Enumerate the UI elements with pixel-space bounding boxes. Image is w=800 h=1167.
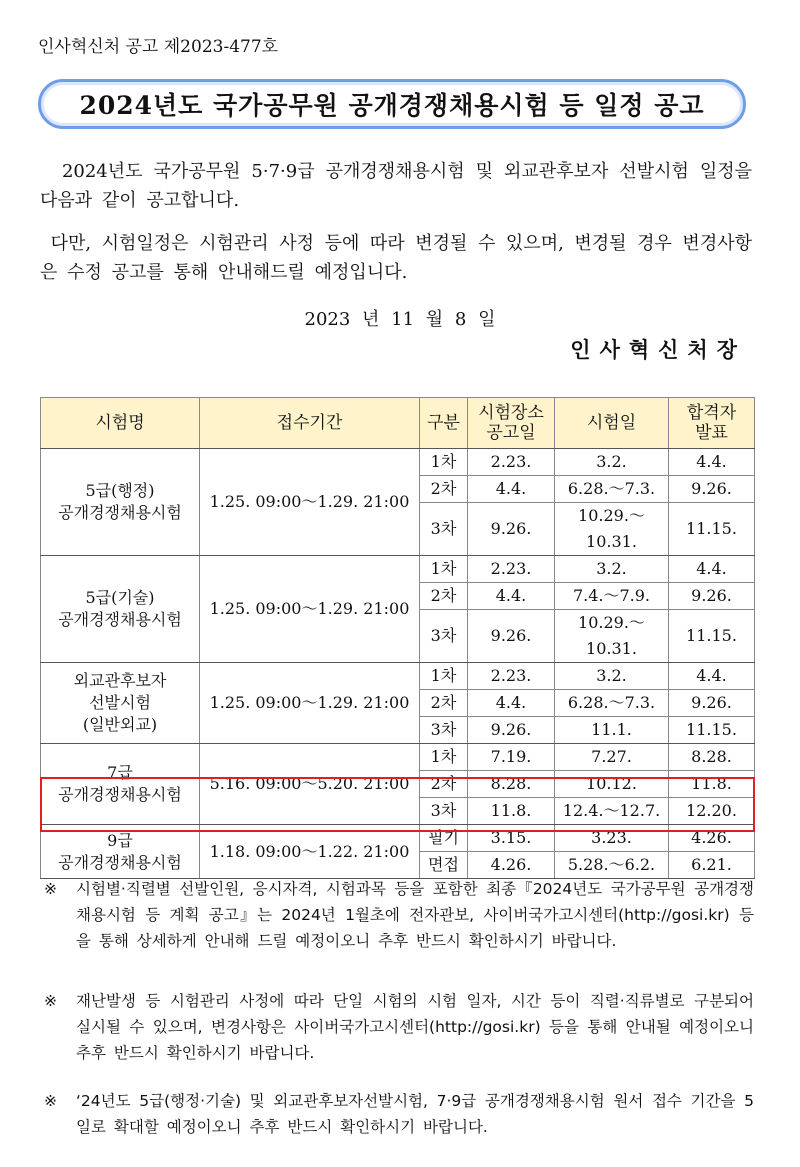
header-result: 합격자 발표 <box>669 398 755 449</box>
exam-name-line: 선발시험 <box>89 693 151 712</box>
announcement-date: 2023 년 11 월 8 일 <box>304 309 496 330</box>
notice-number: 인사혁신처 공고 제2023-477호 <box>38 37 279 57</box>
stage-cell: 면접 <box>420 852 468 879</box>
exam-name-line: 공개경쟁채용시험 <box>58 503 182 522</box>
result-cell: 9.26. <box>669 690 755 717</box>
exam-name-cell <box>41 449 200 556</box>
stage-cell: 필기 <box>420 825 468 852</box>
result-cell: 9.26. <box>669 583 755 610</box>
result-cell: 4.26. <box>669 825 755 852</box>
intro-paragraph <box>40 157 752 215</box>
note-text: 재난발생 등 시험관리 사정에 따라 단일 시험의 시험 일자, 시간 등이 직렬·직류별로 구분되어 실시될 수 있으며, 변경사항은 사이버국가고시센터(http://gosi.kr) 등을 통해 안내될 예정이오니 추후 반드시 확인하시기 바랍니다. <box>76 992 754 1062</box>
exam-name-cell <box>41 556 200 663</box>
exam-date-cell: 10.29.～10.31. <box>555 503 669 556</box>
venue-notice-cell: 9.26. <box>468 717 555 744</box>
result-cell: 4.4. <box>669 449 755 476</box>
exam-date-cell: 3.2. <box>555 449 669 476</box>
venue-notice-cell: 2.23. <box>468 449 555 476</box>
result-cell: 9.26. <box>669 476 755 503</box>
exam-name-line: 외교관후보자 <box>73 671 167 690</box>
exam-name-line: 공개경쟁채용시험 <box>58 785 182 804</box>
stage-cell: 1차 <box>420 449 468 476</box>
result-cell: 11.15. <box>669 610 755 663</box>
application-period-cell: 5.16. 09:00～5.20. 21:00 <box>200 744 420 825</box>
stage-cell: 1차 <box>420 556 468 583</box>
exam-date-cell: 3.23. <box>555 825 669 852</box>
exam-name-line: 5급(기술) <box>85 588 155 607</box>
stage-cell: 3차 <box>420 798 468 825</box>
exam-date-cell: 11.1. <box>555 717 669 744</box>
result-cell: 12.20. <box>669 798 755 825</box>
exam-name-line: 7급 <box>107 763 133 782</box>
application-period-cell: 1.25. 09:00～1.29. 21:00 <box>200 556 420 663</box>
stage-cell: 1차 <box>420 744 468 771</box>
exam-date-cell: 7.27. <box>555 744 669 771</box>
exam-name-cell <box>41 825 200 879</box>
stage-cell: 3차 <box>420 610 468 663</box>
exam-date-cell: 10.12. <box>555 771 669 798</box>
header-period: 접수기간 <box>200 398 420 449</box>
exam-date-cell: 5.28.～6.2. <box>555 852 669 879</box>
venue-notice-cell: 7.19. <box>468 744 555 771</box>
table-header-row <box>41 398 755 449</box>
note-mark: ※ <box>44 992 57 1010</box>
table-row <box>41 556 755 583</box>
table-body <box>41 449 755 879</box>
exam-name-line: (일반외교) <box>82 715 158 734</box>
result-cell: 8.28. <box>669 744 755 771</box>
notice-paragraph <box>40 229 752 287</box>
header-stage: 구분 <box>420 398 468 449</box>
result-cell: 11.15. <box>669 503 755 556</box>
result-cell: 4.4. <box>669 556 755 583</box>
header-exam-name: 시험명 <box>41 398 200 449</box>
table-row <box>41 825 755 852</box>
result-cell: 11.15. <box>669 717 755 744</box>
stage-cell: 2차 <box>420 771 468 798</box>
header-exam-date: 시험일 <box>555 398 669 449</box>
venue-notice-cell: 4.4. <box>468 583 555 610</box>
intro-text: 2024년도 국가공무원 5·7·9급 공개경쟁채용시험 및 외교관후보자 선발시험 일정을 다음과 같이 공고합니다. <box>40 161 752 211</box>
venue-notice-cell: 9.26. <box>468 610 555 663</box>
table-row <box>41 663 755 690</box>
note-mark: ※ <box>44 880 57 898</box>
table-row <box>41 744 755 771</box>
note-mark: ※ <box>44 1092 57 1110</box>
exam-date-cell: 7.4.～7.9. <box>555 583 669 610</box>
note-2 <box>44 988 754 1066</box>
exam-name-line: 공개경쟁채용시험 <box>58 852 182 872</box>
venue-notice-cell: 11.8. <box>468 798 555 825</box>
venue-notice-cell: 4.4. <box>468 690 555 717</box>
stage-cell: 3차 <box>420 503 468 556</box>
result-cell: 4.4. <box>669 663 755 690</box>
venue-notice-cell: 8.28. <box>468 771 555 798</box>
exam-date-cell: 6.28.～7.3. <box>555 476 669 503</box>
note-3 <box>44 1088 754 1140</box>
stage-cell: 1차 <box>420 663 468 690</box>
venue-notice-cell: 2.23. <box>468 663 555 690</box>
exam-name-cell <box>41 744 200 825</box>
stage-cell: 2차 <box>420 690 468 717</box>
exam-date-cell: 3.2. <box>555 663 669 690</box>
exam-date-cell: 12.4.～12.7. <box>555 798 669 825</box>
exam-name-line: 공개경쟁채용시험 <box>58 610 182 629</box>
notice-text: 다만, 시험일정은 시험관리 사정 등에 따라 변경될 수 있으며, 변경될 경우 변경사항은 수정 공고를 통해 안내해드릴 예정입니다. <box>40 233 752 283</box>
note-text: ‘24년도 5급(행정·기술) 및 외교관후보자선발시험, 7·9급 공개경쟁채용시험 원서 접수 기간을 5일로 확대할 예정이오니 추후 반드시 확인하시기 바랍니다. <box>76 1092 754 1136</box>
header-venue-notice: 시험장소 공고일 <box>468 398 555 449</box>
exam-name-line: 5급(행정) <box>85 481 155 500</box>
result-cell: 11.8. <box>669 771 755 798</box>
exam-date-cell: 6.28.～7.3. <box>555 690 669 717</box>
table-row <box>41 449 755 476</box>
stage-cell: 3차 <box>420 717 468 744</box>
title-box <box>38 79 746 129</box>
application-period-cell: 1.25. 09:00～1.29. 21:00 <box>200 663 420 744</box>
venue-notice-cell: 2.23. <box>468 556 555 583</box>
result-cell: 6.21. <box>669 852 755 879</box>
application-period-cell: 1.25. 09:00～1.29. 21:00 <box>200 449 420 556</box>
exam-schedule-table <box>40 397 755 879</box>
signer: 인사혁신처장 <box>570 337 746 362</box>
exam-date-cell: 10.29.～10.31. <box>555 610 669 663</box>
note-text: 시험별·직렬별 선발인원, 응시자격, 시험과목 등을 포함한 최종『2024년도 국가공무원 공개경쟁채용시험 등 계획 공고』는 2024년 1월초에 전자관보, 사이버국가고시센터(http://gosi.kr) 등을 통해 상세하게 안내해 드릴 예정이오니 추후 반드시 확인하시기 바랍니다. <box>76 880 754 950</box>
venue-notice-cell: 3.15. <box>468 825 555 852</box>
stage-cell: 2차 <box>420 583 468 610</box>
note-1 <box>44 876 754 954</box>
exam-name-line: 9급 <box>107 830 133 850</box>
page-title: 2024년도 국가공무원 공개경쟁채용시험 등 일정 공고 <box>79 91 705 120</box>
exam-name-cell <box>41 663 200 744</box>
venue-notice-cell: 9.26. <box>468 503 555 556</box>
exam-date-cell: 3.2. <box>555 556 669 583</box>
venue-notice-cell: 4.4. <box>468 476 555 503</box>
stage-cell: 2차 <box>420 476 468 503</box>
application-period-cell: 1.18. 09:00～1.22. 21:00 <box>200 825 420 879</box>
venue-notice-cell: 4.26. <box>468 852 555 879</box>
